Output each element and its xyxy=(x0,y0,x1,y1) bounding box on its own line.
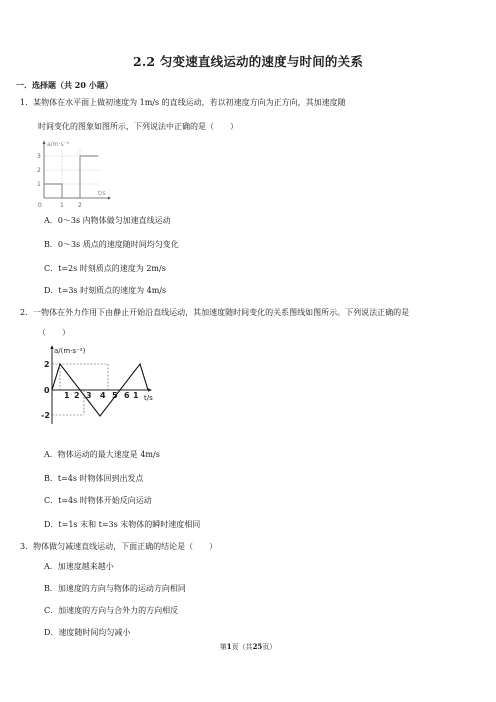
q1-option-c: C．t=2s 时刻质点的速度为 2m/s xyxy=(44,264,166,273)
q1-option-d: D．t=3s 时刻质点的速度为 4m/s xyxy=(44,286,167,295)
q2-ytick: 0 xyxy=(44,386,50,395)
q1-option-b: B．0～3s 质点的速度随时间均匀变化 xyxy=(44,240,179,249)
q2-xtick: 6 xyxy=(124,391,130,400)
q2-ytick: 2 xyxy=(44,360,50,369)
q1-x-label: t/s xyxy=(98,190,106,197)
page-title: 2.2 匀变速直线运动的速度与时间的关系 xyxy=(132,54,364,69)
q1-option-a: A．0～3s 内物体做匀加速直线运动 xyxy=(44,216,171,225)
q1-grid xyxy=(44,150,100,198)
q2-chart xyxy=(36,342,160,426)
q2-xtick: 1 xyxy=(133,391,139,400)
q1-stem-line2: 时间变化的图象如图所示，下列说法中正确的是（ ） xyxy=(38,122,238,131)
q3-option-c: C．加速度的方向与合外力的方向相反 xyxy=(44,606,179,615)
q2-xtick: 4 xyxy=(100,391,106,400)
q2-stem-line1: 2．一物体在外力作用下由静止开始沿直线运动，其加速度随时间变化的关系图线如图所示。下列说法正确的是 xyxy=(20,308,410,317)
q2-x-label: t/s xyxy=(144,394,153,402)
q1-chart xyxy=(34,138,114,210)
q2-option-c: C．t=4s 时物体开始反向运动 xyxy=(44,496,152,505)
q1-ytick: 3 xyxy=(37,153,41,160)
section-heading: 一．选择题（共 20 小题） xyxy=(16,80,113,90)
q2-option-d: D．t=1s 末和 t=3s 末物体的瞬时速度相同 xyxy=(44,520,201,529)
q1-xtick: 2 xyxy=(78,202,82,209)
q2-option-b: B．t=4s 时物体回到出发点 xyxy=(44,474,144,483)
q2-stem-line2: （ ） xyxy=(38,328,70,337)
q2-xtick: 5 xyxy=(112,391,118,400)
q1-y-arrow xyxy=(43,141,46,145)
q3-option-d: D．速度随时间均匀减小 xyxy=(44,628,131,637)
q2-xtick: 1 xyxy=(64,391,70,400)
footer-page-number: 1 xyxy=(226,642,232,651)
q2-xtick: 2 xyxy=(74,391,80,400)
q1-y-label: a/m·s⁻² xyxy=(47,141,70,148)
footer-total-pages: 25 xyxy=(252,642,263,651)
q1-stem-line1: 1．某物体在水平面上做初速度为 1m/s 的直线运动，若以初速度方向为正方向，其加速度随 xyxy=(20,98,346,107)
footer-prefix: 第 xyxy=(219,643,227,651)
q2-ytick: -2 xyxy=(41,411,50,420)
q1-xtick: 0 xyxy=(38,202,42,209)
q3-stem: 3．物体做匀减速直线运动，下面正确的结论是（ ） xyxy=(20,542,218,551)
q2-xtick: 3 xyxy=(86,391,92,400)
page-footer xyxy=(0,642,496,652)
footer-middle: 页（共 xyxy=(231,643,253,651)
q3-option-b: B．加速度的方向与物体的运动方向相同 xyxy=(44,584,186,593)
q3-option-a: A．加速度越来越小 xyxy=(44,562,114,571)
q1-ytick: 2 xyxy=(37,167,41,174)
footer-suffix: 页） xyxy=(262,643,277,651)
q2-option-a: A．物体运动的最大速度是 4m/s xyxy=(44,450,160,459)
q1-ytick: 1 xyxy=(37,181,41,188)
q2-y-label: a/(m·s⁻²) xyxy=(54,347,86,355)
q1-xtick: 1 xyxy=(60,202,64,209)
q2-x-arrow xyxy=(148,388,152,391)
q1-x-arrow xyxy=(108,197,111,200)
q1-series-line xyxy=(44,156,98,198)
